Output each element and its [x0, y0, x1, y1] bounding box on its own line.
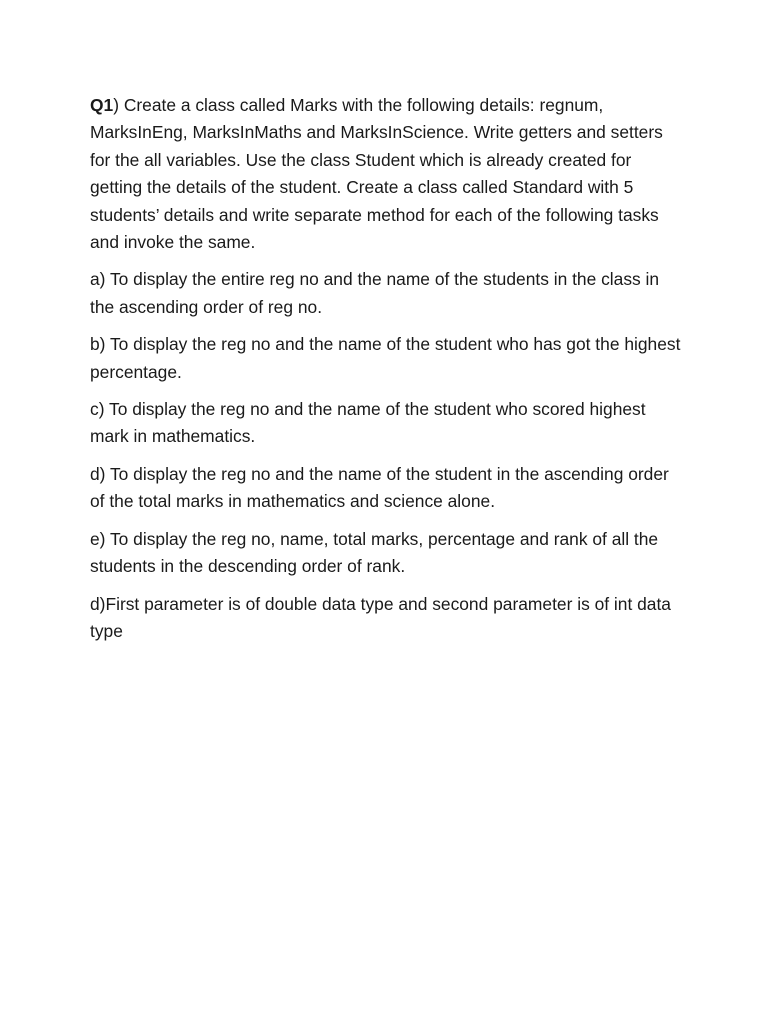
- question-label: Q1: [90, 95, 114, 115]
- task-d-parameter-note: d)First parameter is of double data type and second parameter is of int data type: [90, 593, 671, 641]
- task-c: c) To display the reg no and the name of the student who scored highest mark in mathematics.: [90, 399, 646, 447]
- question-intro: ) Create a class called Marks with the following details: regnum, MarksInEng, MarksInMaths and MarksInScience. Write getters and setters for the all variables. Use the class Student which is already created for getting the details of the student. Create a class called Standard with 5 students’ details and write separate method for each of the following tasks and invoke the same.: [90, 95, 663, 253]
- task-e: e) To display the reg no, name, total marks, percentage and rank of all the students in the descending order of rank.: [90, 528, 659, 577]
- question-paragraph: [90, 92, 682, 256]
- document-body: [90, 92, 682, 655]
- task-d: d) To display the reg no and the name of the student in the ascending order of the total marks in mathematics and science alone.: [90, 463, 669, 512]
- task-b: b) To display the reg no and the name of the student who has got the highest percentage.: [90, 334, 681, 382]
- task-a: a) To display the entire reg no and the name of the students in the class in the ascending order of reg no.: [90, 269, 660, 317]
